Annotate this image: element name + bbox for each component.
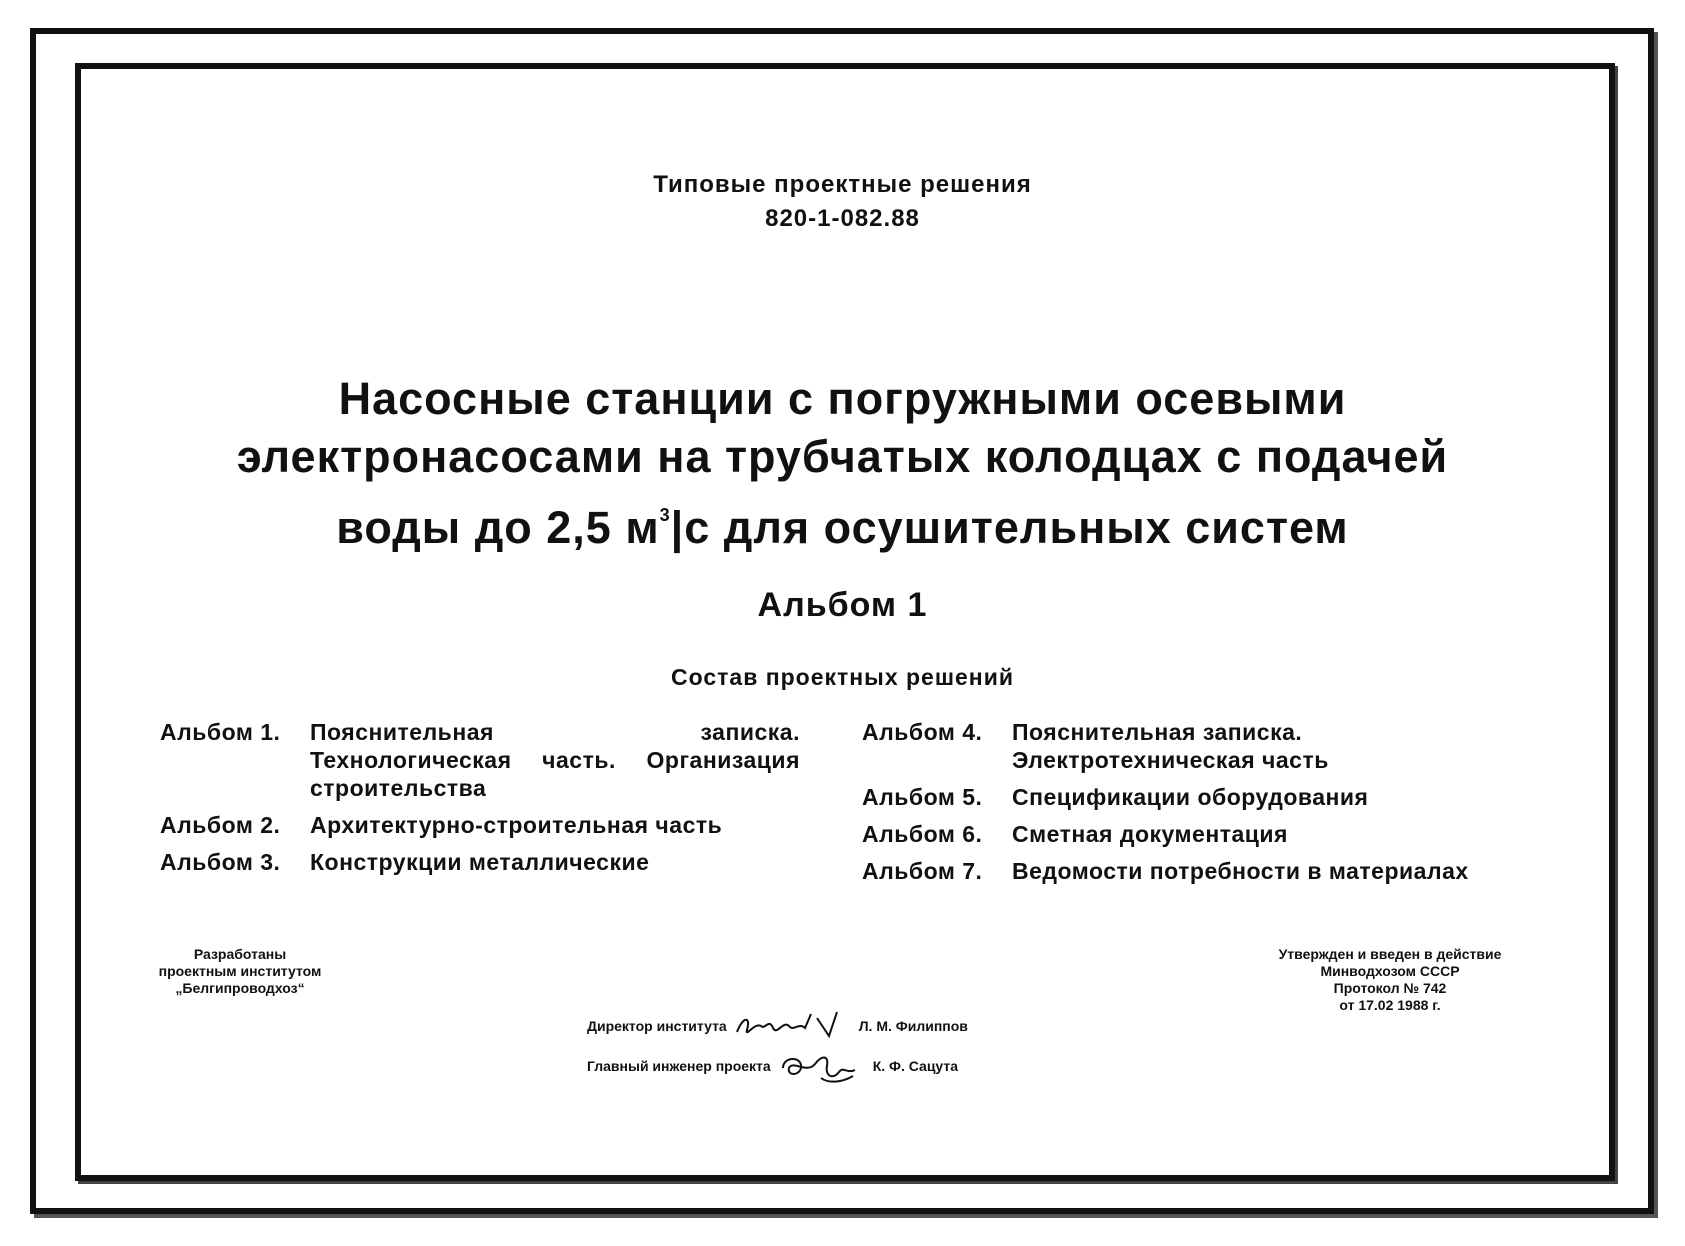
album-number: Альбом 7. [862,858,983,884]
title-line-1: Насосные станции с погружными осевыми [338,373,1347,424]
album-description: Сметная документация [1012,821,1288,847]
developer-line-2: проектным институтом [158,963,322,979]
list-item [160,718,800,802]
approval-line-1: Утвержден и введен в действие [1278,946,1502,962]
approval-block [1240,946,1540,1014]
album-description: Конструкции металлические [310,849,650,875]
album-number: Альбом 1. [160,719,281,745]
approval-line-3: Протокол № 742 [1333,980,1447,996]
album-number: Альбом 4. [862,719,983,745]
series-code: 820-1-082.88 [765,205,920,232]
album-number: Альбом 5. [862,784,983,810]
developer-line-3: „Белгипроводхоз“ [175,980,305,996]
album-description: Ведомости потребности в материалах [1012,858,1469,884]
chief-engineer-signature-icon [777,1046,867,1086]
chief-engineer-name: К. Ф. Сацута [872,1058,959,1074]
approval-line-4: от 17.02 1988 г. [1339,997,1441,1013]
album-number: Альбом 6. [862,821,983,847]
chief-engineer-signature-row [587,1046,958,1086]
list-item [160,811,800,839]
list-item [160,848,800,876]
album-description: Спецификации оборудования [1012,784,1369,810]
series-header [0,168,1685,236]
contents-left-column [160,718,800,885]
director-signature-icon [733,1008,853,1044]
title-superscript: 3 [659,505,671,525]
album-description: Архитектурно-строительная часть [310,812,723,838]
list-item [862,783,1522,811]
developer-line-1: Разработаны [193,946,287,962]
contents-right-column [862,718,1522,894]
approval-line-2: Минводхозом СССР [1320,963,1460,979]
chief-engineer-label: Главный инженер проекта [587,1058,771,1074]
title-line-3-post: |с для осушительных систем [670,502,1349,553]
title-line-3 [0,486,1685,557]
album-number: Альбом 2. [160,812,281,838]
album-number: Альбом 3. [160,849,281,875]
director-name: Л. М. Филиппов [858,1018,968,1034]
director-signature-row [587,1008,968,1044]
album-label: Альбом 1 [757,586,928,624]
director-label: Директор института [587,1018,727,1034]
title-line-3-pre: воды до 2,5 м [336,502,660,553]
list-item [862,857,1522,885]
series-title: Типовые проектные решения [653,171,1032,198]
document-title [0,370,1685,557]
developer-block [130,946,350,997]
album-description: Пояснительная записка. Электротехническая часть [1012,719,1329,773]
contents-heading: Состав проектных решений [671,664,1014,690]
list-item [862,718,1522,774]
list-item [862,820,1522,848]
title-line-2: электронасосами на трубчатых колодцах с подачей [236,431,1449,482]
album-description: Пояснительная записка. Технологическая часть. Организация строительства [310,719,800,801]
